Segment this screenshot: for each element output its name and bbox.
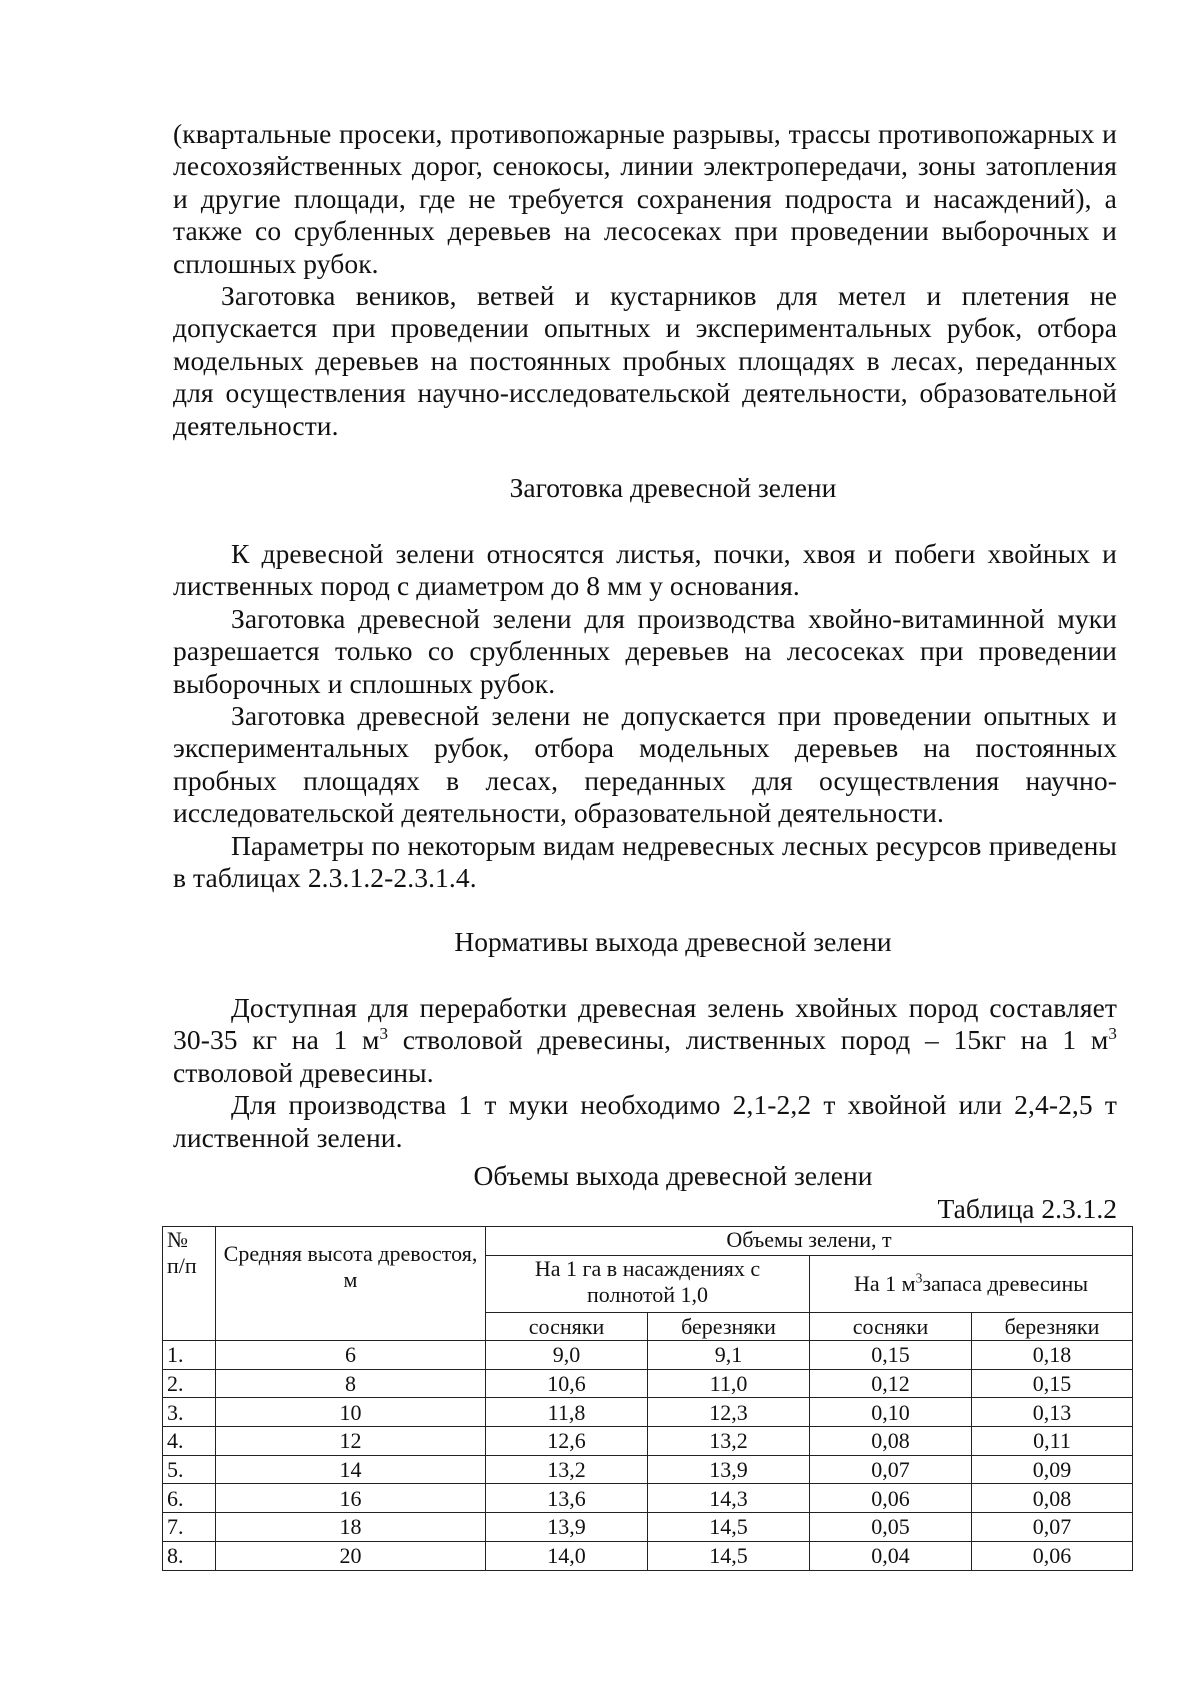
superscript: 3 <box>379 1024 389 1044</box>
header-per-m3 <box>810 1256 1133 1313</box>
cell-num: 3. <box>163 1398 216 1427</box>
superscript: 3 <box>915 1270 923 1286</box>
superscript: 3 <box>1108 1024 1118 1044</box>
cell-height: 6 <box>216 1341 486 1370</box>
header-volumes: Объемы зелени, т <box>486 1227 1133 1256</box>
cell-birch-ha: 11,0 <box>648 1369 810 1398</box>
paragraph: Заготовка веников, ветвей и кустарников для метел и плетения не допускается при проведении опытных и экспериментальных рубок, отбора модельных деревьев на постоянных пробных площадях в лесах, переданных для осуществления научно-исследовательской деятельности, образовательной деятельности. <box>173 280 1117 441</box>
text-run: запаса древесины <box>922 1271 1088 1296</box>
header-num: № п/п <box>163 1227 216 1341</box>
paragraph: К древесной зелени относятся листья, почки, хвоя и побеги хвойных и лиственных пород с диаметром до 8 мм у основания. <box>173 538 1117 602</box>
cell-pine-m3: 0,10 <box>810 1398 972 1427</box>
cell-pine-ha: 14,0 <box>486 1541 648 1570</box>
cell-height: 20 <box>216 1541 486 1570</box>
table-row <box>163 1341 1133 1370</box>
table-title: Объемы выхода древесной зелени <box>473 1160 873 1191</box>
cell-num: 1. <box>163 1341 216 1370</box>
text-block-top <box>173 118 1117 442</box>
cell-birch-ha: 14,5 <box>648 1513 810 1542</box>
cell-pine-m3: 0,05 <box>810 1513 972 1542</box>
cell-num: 2. <box>163 1369 216 1398</box>
green-volume-table <box>162 1226 1133 1571</box>
cell-pine-m3: 0,15 <box>810 1341 972 1370</box>
cell-birch-m3: 0,08 <box>972 1484 1133 1513</box>
cell-pine-ha: 13,2 <box>486 1455 648 1484</box>
section-heading: Нормативы выхода древесной зелени <box>454 926 892 957</box>
table-row <box>163 1398 1133 1427</box>
cell-height: 16 <box>216 1484 486 1513</box>
table-row <box>163 1427 1133 1456</box>
cell-height: 14 <box>216 1455 486 1484</box>
cell-pine-m3: 0,06 <box>810 1484 972 1513</box>
text-block-mid <box>173 538 1117 894</box>
cell-birch-ha: 13,9 <box>648 1455 810 1484</box>
cell-pine-m3: 0,12 <box>810 1369 972 1398</box>
header-pine-m3: сосняки <box>810 1313 972 1341</box>
text-run: Доступная для переработки древесная зелень хвойных пород составляет 30-35 кг на 1 м <box>173 992 1117 1056</box>
cell-birch-m3: 0,11 <box>972 1427 1133 1456</box>
text-run: стволовой древесины. <box>173 1056 434 1088</box>
table-row <box>163 1513 1133 1542</box>
cell-pine-ha: 9,0 <box>486 1341 648 1370</box>
cell-height: 10 <box>216 1398 486 1427</box>
header-height: Средняя высота древостоя, м <box>216 1227 486 1341</box>
paragraph: Заготовка древесной зелени для производства хвойно-витаминной муки разрешается только со срубленных деревьев на лесосеках при проведении выборочных и сплошных рубок. <box>173 602 1117 699</box>
cell-pine-ha: 13,9 <box>486 1513 648 1542</box>
paragraph: Заготовка древесной зелени не допускается при проведении опытных и экспериментальных рубок, отбора модельных деревьев на постоянных пробных площадях в лесах, переданных для осуществления научно-исследовательской деятельности, образовательной деятельности. <box>173 700 1117 829</box>
cell-birch-m3: 0,07 <box>972 1513 1133 1542</box>
cell-pine-m3: 0,08 <box>810 1427 972 1456</box>
cell-pine-ha: 10,6 <box>486 1369 648 1398</box>
cell-birch-ha: 13,2 <box>648 1427 810 1456</box>
header-pine-ha: сосняки <box>486 1313 648 1341</box>
cell-birch-m3: 0,09 <box>972 1455 1133 1484</box>
paragraph: Для производства 1 т муки необходимо 2,1-2,2 т хвойной или 2,4-2,5 т лиственной зелени. <box>173 1089 1117 1153</box>
cell-height: 8 <box>216 1369 486 1398</box>
cell-pine-m3: 0,04 <box>810 1541 972 1570</box>
cell-birch-ha: 9,1 <box>648 1341 810 1370</box>
table-row <box>163 1484 1133 1513</box>
table-caption: Таблица 2.3.1.2 <box>937 1193 1117 1224</box>
cell-height: 18 <box>216 1513 486 1542</box>
section-heading: Заготовка древесной зелени <box>509 472 837 503</box>
paragraph: Параметры по некоторым видам недревесных лесных ресурсов приведены в таблицах 2.3.1.2-2.3.1.4. <box>173 829 1117 894</box>
cell-num: 6. <box>163 1484 216 1513</box>
header-birch-m3: березняки <box>972 1313 1133 1341</box>
cell-birch-ha: 14,3 <box>648 1484 810 1513</box>
text-run: На 1 м <box>853 1271 916 1296</box>
table-row <box>163 1541 1133 1570</box>
table-row <box>163 1455 1133 1484</box>
cell-birch-m3: 0,18 <box>972 1341 1133 1370</box>
cell-pine-ha: 13,6 <box>486 1484 648 1513</box>
cell-pine-ha: 12,6 <box>486 1427 648 1456</box>
header-per-ha: На 1 га в насаждениях с полнотой 1,0 <box>486 1256 810 1313</box>
text-block-green <box>173 992 1117 1154</box>
cell-pine-ha: 11,8 <box>486 1398 648 1427</box>
cell-birch-ha: 12,3 <box>648 1398 810 1427</box>
cell-birch-m3: 0,15 <box>972 1369 1133 1398</box>
cell-pine-m3: 0,07 <box>810 1455 972 1484</box>
paragraph: (квартальные просеки, противопожарные разрывы, трассы противопожарных и лесохозяйственных дорог, сенокосы, линии электропередачи, зоны затопления и другие площади, где не требуется сохранения подроста и насаждений), а также со срубленных деревьев на лесосеках при проведении выборочных и сплошных рубок. <box>173 118 1117 279</box>
cell-birch-m3: 0,13 <box>972 1398 1133 1427</box>
paragraph <box>173 992 1117 1089</box>
cell-birch-ha: 14,5 <box>648 1541 810 1570</box>
header-birch-ha: березняки <box>648 1313 810 1341</box>
cell-num: 5. <box>163 1455 216 1484</box>
cell-num: 4. <box>163 1427 216 1456</box>
text-run: стволовой древесины, лиственных пород – 15кг на 1 м <box>388 1024 1109 1056</box>
cell-num: 8. <box>163 1541 216 1570</box>
cell-num: 7. <box>163 1513 216 1542</box>
cell-height: 12 <box>216 1427 486 1456</box>
cell-birch-m3: 0,06 <box>972 1541 1133 1570</box>
table-row <box>163 1369 1133 1398</box>
